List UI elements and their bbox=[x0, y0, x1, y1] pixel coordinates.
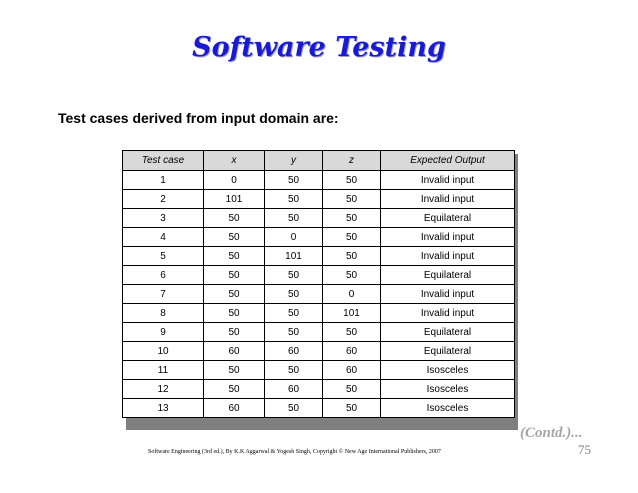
y-cell: 50 bbox=[265, 266, 323, 285]
z-cell: 50 bbox=[323, 266, 381, 285]
header-x: x bbox=[204, 151, 265, 171]
test-case-cell: 3 bbox=[123, 209, 204, 228]
expected-output-cell: Invalid input bbox=[381, 285, 515, 304]
test-case-table-container bbox=[122, 150, 515, 418]
slide-subtitle: Test cases derived from input domain are: bbox=[58, 110, 339, 126]
x-cell: 60 bbox=[204, 342, 265, 361]
expected-output-cell: Invalid input bbox=[381, 171, 515, 190]
z-cell: 50 bbox=[323, 247, 381, 266]
y-cell: 60 bbox=[265, 380, 323, 399]
expected-output-cell: Invalid input bbox=[381, 247, 515, 266]
y-cell: 50 bbox=[265, 285, 323, 304]
y-cell: 0 bbox=[265, 228, 323, 247]
x-cell: 50 bbox=[204, 380, 265, 399]
test-case-table bbox=[122, 150, 515, 418]
z-cell: 50 bbox=[323, 190, 381, 209]
header-y: y bbox=[265, 151, 323, 171]
test-case-cell: 7 bbox=[123, 285, 204, 304]
table-row bbox=[123, 171, 515, 190]
expected-output-cell: Invalid input bbox=[381, 190, 515, 209]
expected-output-cell: Isosceles bbox=[381, 361, 515, 380]
table-body bbox=[123, 171, 515, 418]
x-cell: 50 bbox=[204, 228, 265, 247]
table-row bbox=[123, 209, 515, 228]
continued-label: (Contd.)... bbox=[520, 425, 583, 441]
x-cell: 50 bbox=[204, 304, 265, 323]
table-row bbox=[123, 361, 515, 380]
table-row bbox=[123, 304, 515, 323]
table-row bbox=[123, 380, 515, 399]
test-case-cell: 12 bbox=[123, 380, 204, 399]
header-test-case: Test case bbox=[123, 151, 204, 171]
x-cell: 50 bbox=[204, 209, 265, 228]
table-row bbox=[123, 342, 515, 361]
table-row bbox=[123, 247, 515, 266]
z-cell: 0 bbox=[323, 285, 381, 304]
test-case-cell: 8 bbox=[123, 304, 204, 323]
y-cell: 60 bbox=[265, 342, 323, 361]
y-cell: 101 bbox=[265, 247, 323, 266]
expected-output-cell: Equilateral bbox=[381, 266, 515, 285]
test-case-cell: 5 bbox=[123, 247, 204, 266]
slide-title: Software Testing bbox=[192, 32, 446, 63]
z-cell: 101 bbox=[323, 304, 381, 323]
z-cell: 60 bbox=[323, 361, 381, 380]
page-number: 75 bbox=[578, 442, 591, 457]
y-cell: 50 bbox=[265, 209, 323, 228]
expected-output-cell: Equilateral bbox=[381, 209, 515, 228]
expected-output-cell: Isosceles bbox=[381, 380, 515, 399]
test-case-cell: 11 bbox=[123, 361, 204, 380]
z-cell: 50 bbox=[323, 380, 381, 399]
y-cell: 50 bbox=[265, 361, 323, 380]
x-cell: 50 bbox=[204, 323, 265, 342]
test-case-cell: 6 bbox=[123, 266, 204, 285]
z-cell: 50 bbox=[323, 323, 381, 342]
table-row bbox=[123, 399, 515, 418]
footer-citation: Software Engineering (3rd ed.), By K.K Aggarwal & Yogesh Singh, Copyright © New Age International Publishers, 2007 bbox=[148, 449, 441, 455]
test-case-cell: 4 bbox=[123, 228, 204, 247]
test-case-cell: 10 bbox=[123, 342, 204, 361]
y-cell: 50 bbox=[265, 323, 323, 342]
table-row bbox=[123, 323, 515, 342]
x-cell: 0 bbox=[204, 171, 265, 190]
y-cell: 50 bbox=[265, 171, 323, 190]
test-case-cell: 1 bbox=[123, 171, 204, 190]
table-row bbox=[123, 266, 515, 285]
x-cell: 101 bbox=[204, 190, 265, 209]
test-case-cell: 9 bbox=[123, 323, 204, 342]
x-cell: 50 bbox=[204, 361, 265, 380]
header-z: z bbox=[323, 151, 381, 171]
z-cell: 50 bbox=[323, 228, 381, 247]
expected-output-cell: Invalid input bbox=[381, 304, 515, 323]
test-case-cell: 2 bbox=[123, 190, 204, 209]
y-cell: 50 bbox=[265, 304, 323, 323]
expected-output-cell: Equilateral bbox=[381, 342, 515, 361]
table-row bbox=[123, 190, 515, 209]
x-cell: 60 bbox=[204, 399, 265, 418]
z-cell: 50 bbox=[323, 171, 381, 190]
x-cell: 50 bbox=[204, 285, 265, 304]
table-header-row bbox=[123, 151, 515, 171]
expected-output-cell: Invalid input bbox=[381, 228, 515, 247]
z-cell: 50 bbox=[323, 399, 381, 418]
test-case-cell: 13 bbox=[123, 399, 204, 418]
y-cell: 50 bbox=[265, 399, 323, 418]
x-cell: 50 bbox=[204, 266, 265, 285]
table-row bbox=[123, 228, 515, 247]
z-cell: 60 bbox=[323, 342, 381, 361]
z-cell: 50 bbox=[323, 209, 381, 228]
header-expected-output: Expected Output bbox=[381, 151, 515, 171]
expected-output-cell: Equilateral bbox=[381, 323, 515, 342]
expected-output-cell: Isosceles bbox=[381, 399, 515, 418]
y-cell: 50 bbox=[265, 190, 323, 209]
table-row bbox=[123, 285, 515, 304]
x-cell: 50 bbox=[204, 247, 265, 266]
